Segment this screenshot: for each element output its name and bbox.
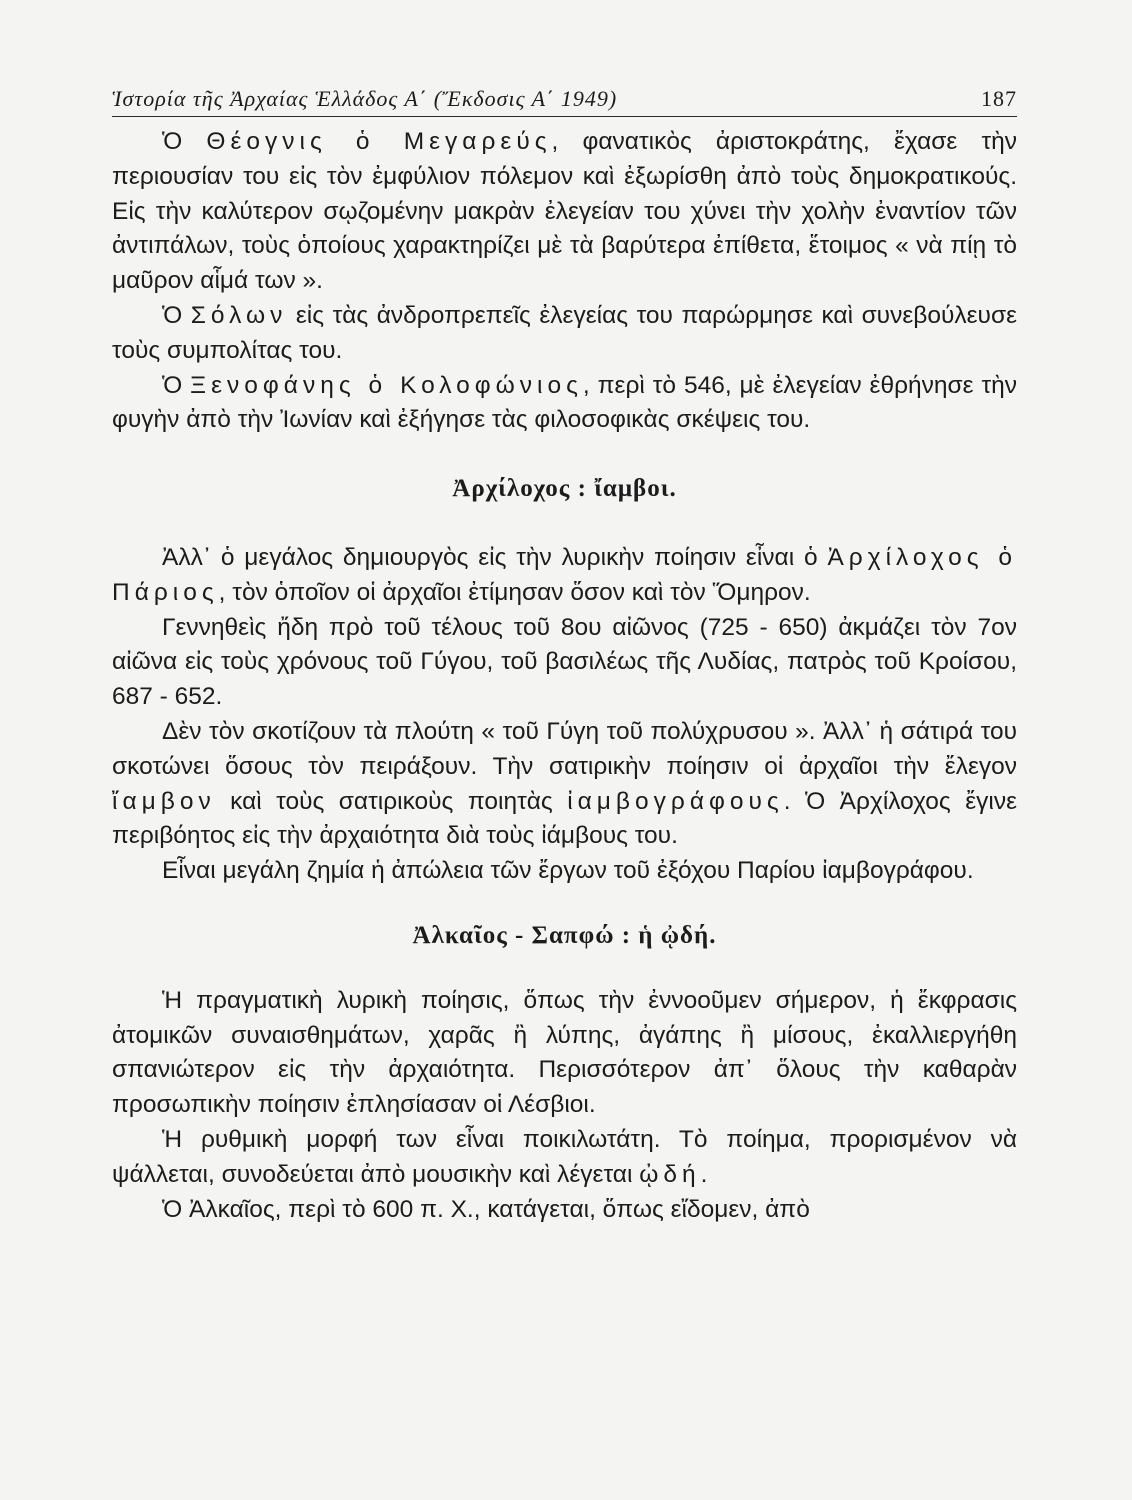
- text-span: Δὲν τὸν σκοτίζουν τὰ πλούτη « τοῦ Γύγη τοῦ πολύχρυσου ». Ἀλλ᾽ ἡ σάτιρά του σκοτώνει ὅσους τὸν πειράξουν. Τὴν σατιρικὴν ποίησιν οἱ ἀρχαῖοι τὴν ἔλεγον: [112, 717, 1017, 780]
- paragraph-satire: [112, 715, 1017, 854]
- text-span: , φανατικὸς ἀριστοκράτης, ἔχασε τὴν περιουσίαν του εἰς τὸν ἐμφύλιον πόλεμον καὶ ἐξωρίσθη ἀπὸ τοὺς δημοκρατικούς. Εἰς τὴν καλύτερον σῳζομένην μακρὰν ἐλεγείαν του χύνει τὴν χολὴν ἐναντίον τῶν ἀντιπάλων, τοὺς ὁποίους χαρακτηρίζει μὲ τὰ βαρύτερα ἐπίθετα, ἕτοιμος « νὰ πίῃ τὸ μαῦρον αἷμά των ».: [112, 128, 1018, 295]
- spaced-name-solon: Σόλων: [190, 301, 288, 329]
- paragraph-ode: [112, 1123, 1017, 1193]
- spaced-term-iambos: ἴαμβον: [112, 787, 216, 815]
- paragraph-alcaeus: Ὁ Ἀλκαῖος, περὶ τὸ 600 π. Χ., κατάγεται, ὅπως εἴδομεν, ἀπὸ: [162, 1195, 810, 1223]
- header-title: Ἱστορία τῆς Ἀρχαίας Ἑλλάδος Α΄ (Ἔκδοσις Α΄ 1949): [112, 86, 618, 111]
- text-span: καὶ τοὺς σατιρικοὺς ποιητὰς: [215, 787, 568, 815]
- spaced-name-archilochus: Ἀρχίλοχος ὁ Πάριος: [112, 543, 1017, 606]
- text-span: , περὶ τὸ 546, μὲ ἐλεγείαν ἐθρήνησε τὴν φυγὴν ἀπὸ τὴν Ἰωνίαν καὶ ἐξήγησε τὰς φιλοσοφικὰς σκέψεις του.: [112, 371, 1018, 434]
- paragraph-archilochus-intro: [112, 541, 1017, 611]
- text-span: . Ὁ Ἀρχίλοχος ἔγινε περιβόητος εἰς τὴν ἀρχαιότητα διὰ τοὺς ἰάμβους του.: [112, 787, 1017, 850]
- paragraph-solon: [112, 299, 1017, 369]
- paragraph-archilochus-dates: Γεννηθεὶς ἤδη πρὸ τοῦ τέλους τοῦ 8ου αἰῶνος (725 - 650) ἀκμάζει τὸν 7ον αἰῶνα εἰς τοὺς χρόνους τοῦ Γύγου, τοῦ βασιλέως τῆς Λυδίας, πατρὸς τοῦ Κροίσου, 687 - 652.: [112, 613, 1017, 711]
- text-span: , τὸν ὁποῖον οἱ ἀρχαῖοι ἐτίμησαν ὅσον καὶ τὸν Ὅμηρον.: [218, 578, 811, 606]
- paragraph-lyric-poetry: Ἡ πραγματικὴ λυρικὴ ποίησις, ὅπως τὴν ἐννοοῦμεν σήμερον, ἡ ἔκφρασις ἀτομικῶν συναισθημάτων, χαρᾶς ἢ λύπης, ἀγάπης ἢ μίσους, ἐκαλλιεργήθη σπανιώτερον εἰς τὴν ἀρχαιότητα. Περισσότερον ἀπ᾽ ὅλους τὴν καθαρὰν προσωπικὴν ποίησιν ἐπλησίασαν οἱ Λέσβιοι.: [112, 986, 1017, 1119]
- spaced-name-theognis: Θέογνις ὁ Μεγαρεύς: [206, 128, 552, 155]
- text-span: Ἡ ρυθμικὴ μορφή των εἶναι ποικιλωτάτη. Τὸ ποίημα, προρισμένον νὰ ψάλλεται, συνοδεύεται ἀπὸ μουσικὴν καὶ λέγεται: [112, 1125, 1017, 1188]
- spaced-term-iambographers: ἰαμβογράφους: [567, 787, 784, 815]
- text-span: .: [700, 1160, 708, 1188]
- section-heading-alcaeus-sappho: Ἀλκαῖος - Σαπφώ : ἡ ᾠδή.: [412, 921, 717, 949]
- text-span: Ὁ: [162, 301, 191, 329]
- paragraph-theognis: [112, 125, 1017, 299]
- running-header: [112, 84, 1017, 117]
- page-number: 187: [981, 86, 1017, 111]
- spaced-name-xenophanes: Ξενοφάνης ὁ Κολοφώνιος: [190, 371, 583, 399]
- body-text: [112, 125, 1017, 1227]
- paragraph-xenophanes: [112, 369, 1017, 439]
- section-heading-archilochus: Ἀρχίλοχος : ἴαμβοι.: [452, 475, 677, 503]
- text-span: Ἀλλ᾽ ὁ μεγάλος δημιουργὸς εἰς τὴν λυρικὴν ποίησιν εἶναι ὁ: [162, 543, 828, 571]
- spaced-term-ode: ᾠδή: [639, 1160, 701, 1188]
- text-span: Ὁ: [162, 128, 207, 155]
- paragraph-loss: Εἶναι μεγάλη ζημία ἡ ἀπώλεια τῶν ἔργων τοῦ ἐξόχου Παρίου ἰαμβογράφου.: [162, 857, 974, 885]
- text-span: Ὁ: [162, 371, 191, 399]
- text-span: εἰς τὰς ἀνδροπρεπεῖς ἐλεγείας του παρώρμησε καὶ συνεβούλευσε τοὺς συμπολίτας του.: [112, 301, 1017, 364]
